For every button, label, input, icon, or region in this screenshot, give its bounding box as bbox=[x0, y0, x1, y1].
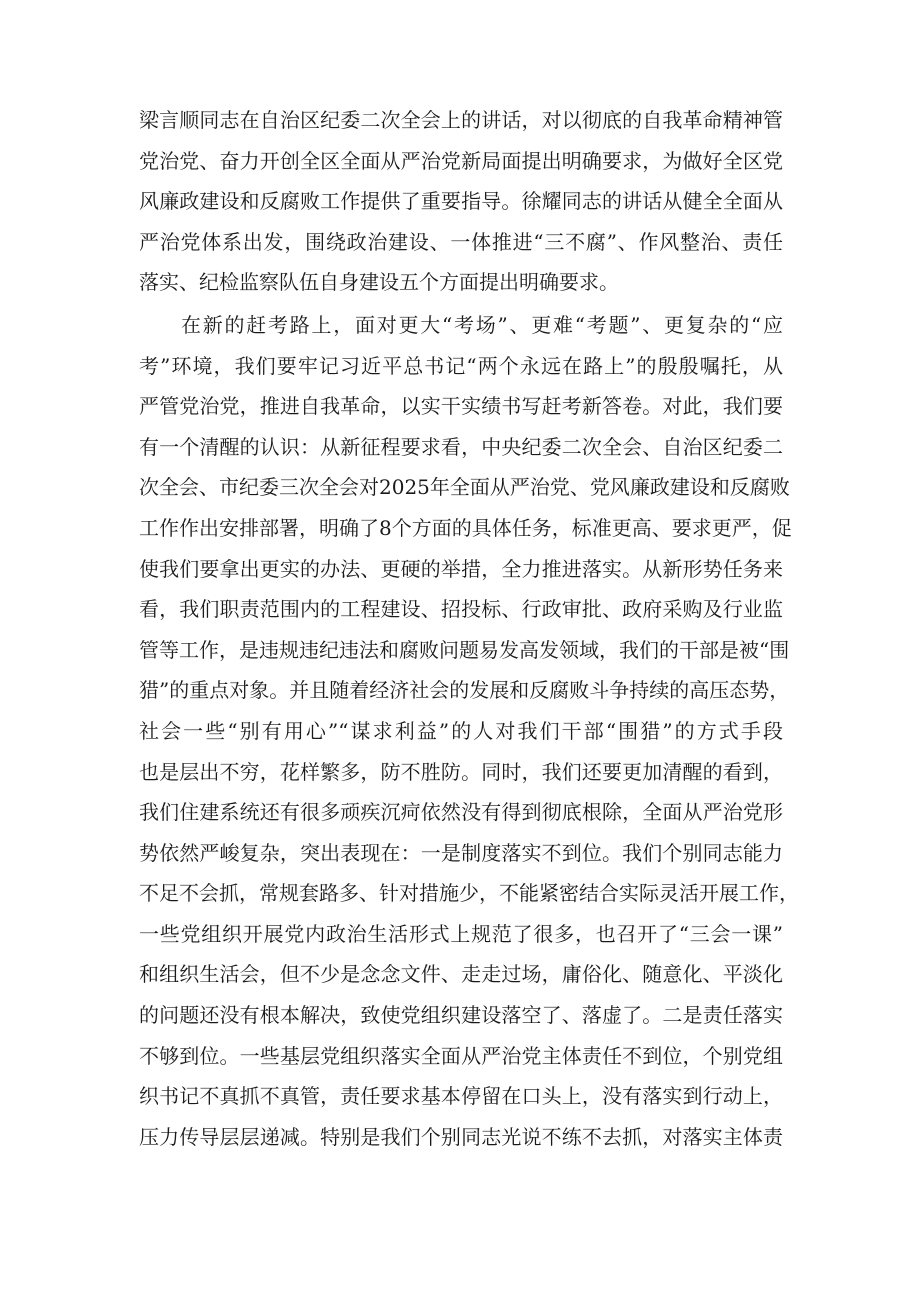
paragraph-2-line: 管等工作，是违规违纪违法和腐败问题易发高发领域，我们的干部是被“围 bbox=[139, 637, 790, 662]
paragraph-2-line: 次全会、市纪委三次全会对2025年全面从严治党、党风廉政建设和反腐败 bbox=[139, 475, 790, 500]
paragraph-2-line: 考”环境，我们要牢记习近平总书记“两个永远在路上”的殷殷嘱托，从 bbox=[139, 353, 783, 378]
paragraph-1-line: 风廉政建设和反腐败工作提供了重要指导。徐耀同志的讲话从健全全面从 bbox=[139, 189, 783, 214]
paragraph-1 bbox=[139, 100, 783, 303]
paragraph-2-line: 严管党治党，推进自我革命，以实干实绩书写赶考新答卷。对此，我们要 bbox=[139, 394, 783, 419]
paragraph-2-line: 和组织生活会，但不少是念念文件、走走过场，庸俗化、随意化、平淡化 bbox=[139, 962, 783, 987]
paragraph-2-line: 也是层出不穷，花样繁多，防不胜防。同时，我们还要更加清醒的看到， bbox=[139, 759, 783, 784]
paragraph-1-line: 落实、纪检监察队伍自身建设五个方面提出明确要求。 bbox=[139, 270, 619, 295]
paragraph-2-line: 不足不会抓，常规套路多、针对措施少，不能紧密结合实际灵活开展工作， bbox=[139, 881, 799, 906]
paragraph-2-line: 猎”的重点对象。并且随着经济社会的发展和反腐败斗争持续的高压态势， bbox=[139, 678, 790, 703]
paragraph-2-line: 工作作出安排部署，明确了8个方面的具体任务，标准更高、要求更严，促 bbox=[139, 515, 792, 540]
paragraph-2-line: 社会一些“别有用心”“谋求利益”的人对我们干部“围猎”的方式手段 bbox=[139, 718, 783, 743]
paragraph-1-line: 党治党、奋力开创全区全面从严治党新局面提出明确要求，为做好全区党 bbox=[139, 148, 783, 173]
paragraph-2-line: 在新的赶考路上，面对更大“考场”、更难“考题”、更复杂的“应 bbox=[181, 312, 783, 337]
paragraph-2-line: 织书记不真抓不真管，责任要求基本停留在口头上，没有落实到行动上， bbox=[139, 1084, 783, 1109]
paragraph-1-line: 严治党体系出发，围绕政治建设、一体推进“三不腐”、作风整治、责任 bbox=[139, 229, 783, 254]
paragraph-2 bbox=[139, 305, 799, 1157]
paragraph-2-line: 的问题还没有根本解决，致使党组织建设落空了、落虚了。二是责任落实 bbox=[139, 1003, 783, 1028]
paragraph-2-line: 使我们要拿出更实的办法、更硬的举措，全力推进落实。从新形势任务来 bbox=[139, 556, 783, 581]
paragraph-2-line: 有一个清醒的认识：从新征程要求看，中央纪委二次全会、自治区纪委二 bbox=[139, 434, 783, 459]
paragraph-2-line: 势依然严峻复杂，突出表现在：一是制度落实不到位。我们个别同志能力 bbox=[139, 840, 783, 865]
paragraph-1-line: 梁言顺同志在自治区纪委二次全会上的讲话，对以彻底的自我革命精神管 bbox=[139, 108, 783, 132]
paragraph-2-line: 压力传导层层递减。特别是我们个别同志光说不练不去抓，对落实主体责 bbox=[139, 1124, 783, 1149]
paragraph-2-line: 不够到位。一些基层党组织落实全面从严治党主体责任不到位，个别党组 bbox=[139, 1043, 783, 1068]
document-page bbox=[139, 100, 799, 1157]
paragraph-2-line: 一些党组织开展党内政治生活形式上规范了很多，也召开了“三会一课” bbox=[139, 921, 783, 946]
paragraph-2-line: 看，我们职责范围内的工程建设、招投标、行政审批、政府采购及行业监 bbox=[139, 597, 783, 622]
paragraph-2-line: 我们住建系统还有很多顽疾沉疴依然没有得到彻底根除，全面从严治党形 bbox=[139, 800, 783, 825]
